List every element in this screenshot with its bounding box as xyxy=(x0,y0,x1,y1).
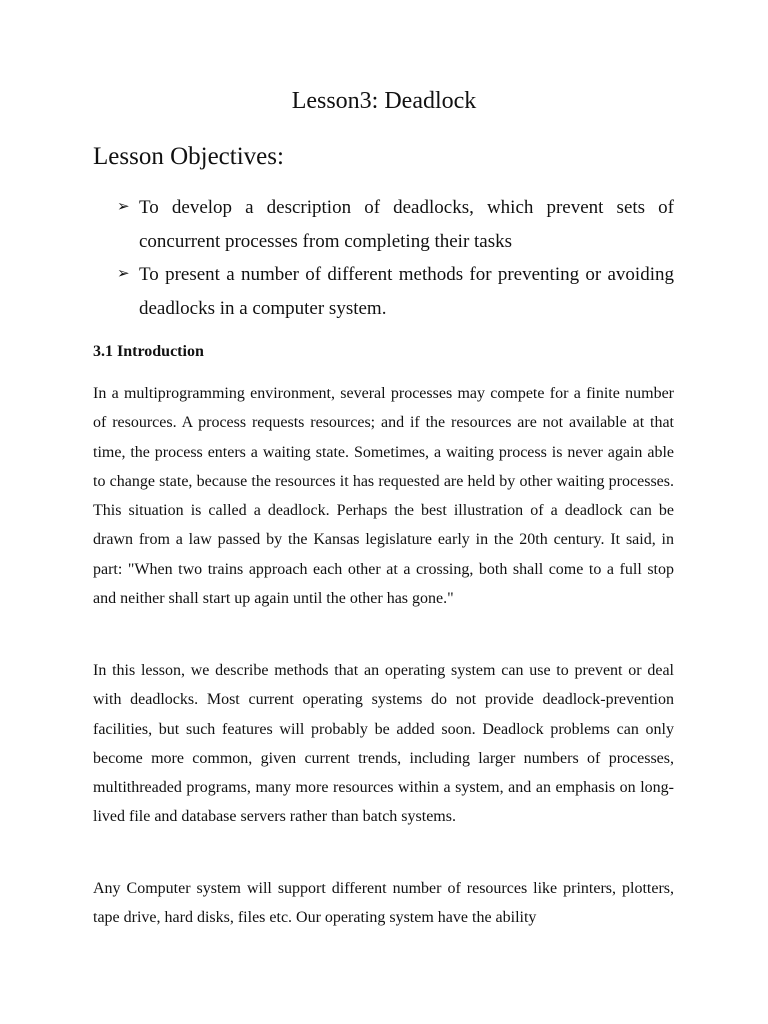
objective-item xyxy=(117,191,674,258)
objective-text: To develop a description of deadlocks, which prevent sets of concurrent processes from completing their tasks xyxy=(139,197,674,252)
paragraph: In a multiprogramming environment, several processes may compete for a finite number of resources. A process requests resources; and if the resources are not available at that time, the process enters a waiting state. Sometimes, a waiting process is never again able to change state, because the resources it has requested are held by other waiting processes. This situation is called a deadlock. Perhaps the best illustration of a deadlock can be drawn from a law passed by the Kansas legislature early in the 20th century. It said, in part: "When two trains approach each other at a crossing, both shall come to a full stop and neither shall start up again until the other has gone." xyxy=(93,385,674,608)
arrow-bullet-icon: ➢ xyxy=(117,266,130,282)
lesson-title: Lesson3: Deadlock xyxy=(291,88,477,114)
objectives-list xyxy=(117,191,674,325)
paragraph: Any Computer system will support different number of resources like printers, plotters, tape drive, hard disks, files etc. Our operating system have the ability xyxy=(93,880,674,927)
arrow-bullet-icon: ➢ xyxy=(117,199,130,215)
objective-item xyxy=(117,258,674,325)
objective-text: To present a number of different methods for preventing or avoiding deadlocks in a computer system. xyxy=(139,264,674,319)
objectives-heading: Lesson Objectives: xyxy=(93,143,284,170)
section-heading: 3.1 Introduction xyxy=(93,343,204,360)
paragraph: In this lesson, we describe methods that an operating system can use to prevent or deal with deadlocks. Most current operating systems do not provide deadlock-prevention facilities, but such features will probably be added soon. Deadlock problems can only become more common, given current trends, including larger numbers of processes, multithreaded programs, many more resources within a system, and an emphasis on long-lived file and database servers rather than batch systems. xyxy=(93,662,674,826)
